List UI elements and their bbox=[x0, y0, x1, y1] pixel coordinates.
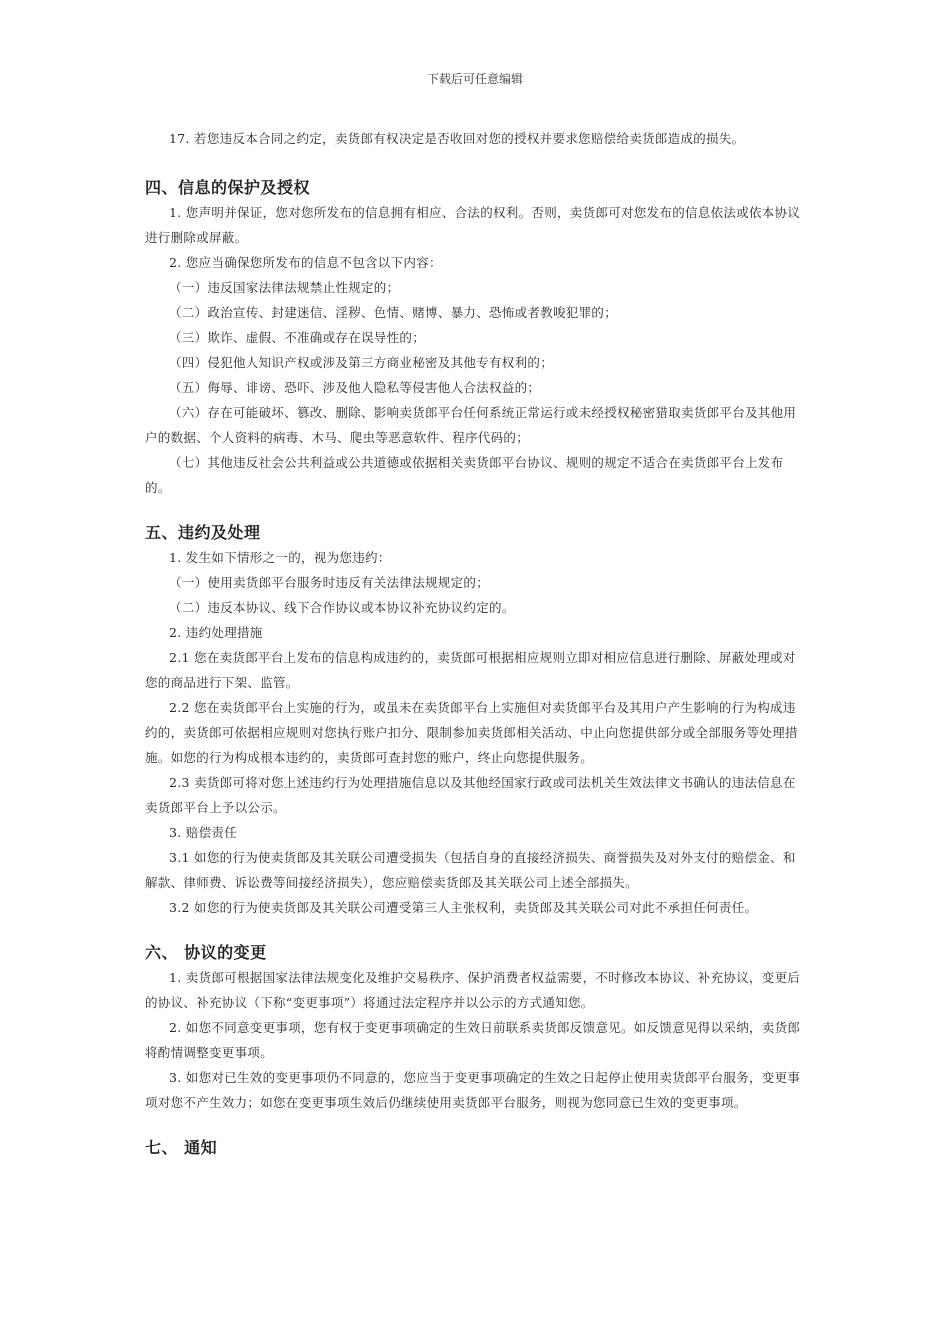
section-4-heading: 四、信息的保护及授权 bbox=[145, 178, 311, 197]
section-4-item: （一）违反国家法律法规禁止性规定的； bbox=[169, 280, 400, 295]
page-header: 下载后可任意编辑 bbox=[426, 72, 523, 86]
section-4-item: （四）侵犯他人知识产权或涉及第三方商业秘密及其他专有权利的； bbox=[169, 355, 554, 370]
section-7-heading: 七、 通知 bbox=[145, 1138, 218, 1157]
section-4-item: （三）欺诈、虚假、不准确或存在误导性的； bbox=[169, 330, 426, 345]
section-5-item: 2.3 卖货郎可将对您上述违约行为处理措施信息以及其他经国家行政或司法机关生效法律文书确认的违法信息在卖货郎平台上予以公示。 bbox=[145, 775, 796, 815]
paragraph-17: 17. 若您违反本合同之约定，卖货郎有权决定是否收回对您的授权并要求您赔偿给卖货郎造成的损失。 bbox=[169, 131, 745, 146]
section-5-item: 3.2 如您的行为使卖货郎及其关联公司遭受第三人主张权利，卖货郎及其关联公司对此不承担任何责任。 bbox=[169, 900, 758, 915]
section-6-heading: 六、 协议的变更 bbox=[145, 943, 267, 962]
section-4-item: （六）存在可能破坏、篡改、删除、影响卖货郎平台任何系统正常运行或未经授权秘密猎取卖货郎平台及其他用户的数据、个人资料的病毒、木马、爬虫等恶意软件、程序代码的； bbox=[145, 405, 797, 445]
section-5-item: 1. 发生如下情形之一的，视为您违约： bbox=[169, 550, 391, 565]
section-5-heading: 五、违约及处理 bbox=[145, 523, 261, 542]
section-5-item: 2.2 您在卖货郎平台上实施的行为，或虽未在卖货郎平台上实施但对卖货郎平台及其用户产生影响的行为构成违约的，卖货郎可依据相应规则对您执行账户扣分、限制参加卖货郎相关活动、中止向您提供部分或全部服务等处理措施。如您的行为构成根本违约的，卖货郎可查封您的账户，终止向您提供服务。 bbox=[145, 700, 798, 765]
section-5-item: 2.1 您在卖货郎平台上发布的信息构成违约的，卖货郎可根据相应规则立即对相应信息进行删除、屏蔽处理或对您的商品进行下架、监管。 bbox=[145, 650, 796, 690]
section-6-item: 1. 卖货郎可根据国家法律法规变化及维护交易秩序、保护消费者权益需要，不时修改本协议、补充协议，变更后的协议、补充协议（下称“变更事项”）将通过法定程序并以公示的方式通知您。 bbox=[145, 970, 801, 1010]
section-6-item: 3. 如您对已生效的变更事项仍不同意的，您应当于变更事项确定的生效之日起停止使用卖货郎平台服务，变更事项对您不产生效力；如您在变更事项生效后仍继续使用卖货郎平台服务，则视为您同意已生效的变更事项。 bbox=[145, 1070, 801, 1110]
section-6-item: 2. 如您不同意变更事项，您有权于变更事项确定的生效日前联系卖货郎反馈意见。如反馈意见得以采纳，卖货郎将酌情调整变更事项。 bbox=[145, 1020, 801, 1060]
section-4-item: （七）其他违反社会公共利益或公共道德或依据相关卖货郎平台协议、规则的规定不适合在卖货郎平台上发布的。 bbox=[145, 455, 784, 495]
section-5-item: （二）违反本协议、线下合作协议或本协议补充协议约定的。 bbox=[169, 600, 515, 615]
document-body bbox=[145, 126, 805, 1160]
section-5-item: 2. 违约处理措施 bbox=[169, 625, 263, 640]
section-4-item: （二）政治宣传、封建迷信、淫秽、色情、赌博、暴力、恐怖或者教唆犯罪的； bbox=[169, 305, 618, 320]
section-5-item: （一）使用卖货郎平台服务时违反有关法律法规规定的； bbox=[169, 575, 490, 590]
section-4-item: （五）侮辱、诽谤、恐吓、涉及他人隐私等侵害他人合法权益的； bbox=[169, 380, 541, 395]
section-5-item: 3.1 如您的行为使卖货郎及其关联公司遭受损失（包括自身的直接经济损失、商誉损失及对外支付的赔偿金、和解款、律师费、诉讼费等间接经济损失），您应赔偿卖货郎及其关联公司上述全部损失。 bbox=[145, 850, 796, 890]
section-4-item: 1. 您声明并保证，您对您所发布的信息拥有相应、合法的权利。否则，卖货郎可对您发布的信息依法或依本协议进行删除或屏蔽。 bbox=[145, 205, 801, 245]
section-5-item: 3. 赔偿责任 bbox=[169, 825, 237, 840]
section-4-item: 2. 您应当确保您所发布的信息不包含以下内容： bbox=[169, 255, 442, 270]
